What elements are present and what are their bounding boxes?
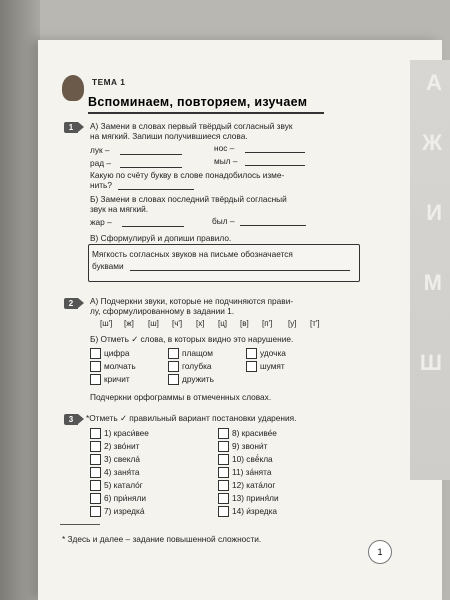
ex1-word: был – xyxy=(212,216,235,226)
word-option: кричит xyxy=(104,374,130,384)
stress-option: 9) звони́т xyxy=(232,441,268,451)
ex1-word: рад – xyxy=(90,158,111,168)
ex2-task-a-line2: лу, сформулированному в задании 1. xyxy=(90,306,235,316)
stress-option: 13) приня́ли xyxy=(232,493,279,503)
stress-option: 12) ката́лог xyxy=(232,480,276,490)
ex1-task-a-line1: А) Замени в словах первый твёрдый согласный звук xyxy=(90,121,293,131)
checkbox[interactable] xyxy=(90,480,101,491)
rule-text-line2: буквами xyxy=(92,261,124,271)
stress-option: 5) катало́г xyxy=(104,480,143,490)
stress-option: 3) свекла́ xyxy=(104,454,140,464)
stress-option: 1) краси́вее xyxy=(104,428,149,438)
ex1-word: жар – xyxy=(90,217,112,227)
checkbox[interactable] xyxy=(218,454,229,465)
checkbox[interactable] xyxy=(168,361,179,372)
checkbox[interactable] xyxy=(90,361,101,372)
ex1-task-b-line2: звук на мягкий. xyxy=(90,204,149,214)
checkbox[interactable] xyxy=(218,428,229,439)
sound-item[interactable]: [ш'] xyxy=(100,319,113,328)
sound-item[interactable]: [х] xyxy=(196,319,205,328)
photo-left-edge xyxy=(0,0,40,600)
ex1-task-b-line1: Б) Замени в словах последний твёрдый согласный xyxy=(90,194,287,204)
word-option: голубка xyxy=(182,361,212,371)
answer-line[interactable] xyxy=(122,226,184,227)
exercise-number: 3 xyxy=(64,414,78,425)
stress-option: 7) изредка́ xyxy=(104,506,145,516)
page-title: Вспоминаем, повторяем, изучаем xyxy=(88,95,308,109)
sound-item[interactable]: [у] xyxy=(288,319,297,328)
topic-label: ТЕМА 1 xyxy=(92,77,126,87)
word-option: шумят xyxy=(260,361,285,371)
sound-item[interactable]: [ж] xyxy=(124,319,134,328)
ex1-task-c: В) Сформулируй и допиши правило. xyxy=(90,233,232,243)
footnote: * Здесь и далее – задание повышенной сложности. xyxy=(62,534,262,544)
page-number: 1 xyxy=(368,540,392,564)
ex1-word: нос – xyxy=(214,143,235,153)
checkbox[interactable] xyxy=(218,467,229,478)
answer-line[interactable] xyxy=(130,270,350,271)
ex1-task-a-line2: на мягкий. Запиши получившиеся слова. xyxy=(90,131,248,141)
stress-option: 6) при́няли xyxy=(104,493,146,503)
sound-item[interactable]: [в] xyxy=(240,319,249,328)
ex1-word: лук – xyxy=(90,145,110,155)
checkbox[interactable] xyxy=(246,361,257,372)
checkbox[interactable] xyxy=(90,374,101,385)
stress-option: 2) зво́нит xyxy=(104,441,140,451)
sound-item[interactable]: [п'] xyxy=(262,319,273,328)
sound-item[interactable]: [ш] xyxy=(148,319,159,328)
stress-option: 8) красиве́е xyxy=(232,428,277,438)
checkbox[interactable] xyxy=(218,493,229,504)
checkbox[interactable] xyxy=(218,506,229,517)
ex3-task: *Отметь ✓ правильный вариант постановки ударения. xyxy=(86,413,297,423)
checkbox[interactable] xyxy=(90,428,101,439)
ex1-question-line2: нить? xyxy=(90,180,112,190)
page-title-bar xyxy=(88,92,324,114)
stress-option: 11) за́нята xyxy=(232,467,272,477)
answer-line[interactable] xyxy=(240,225,306,226)
sound-item[interactable]: [ч'] xyxy=(172,319,183,328)
checkbox[interactable] xyxy=(90,493,101,504)
ex1-word: мыл – xyxy=(214,156,238,166)
checkbox[interactable] xyxy=(246,348,257,359)
checkbox[interactable] xyxy=(218,441,229,452)
answer-line[interactable] xyxy=(118,189,194,190)
word-option: дружить xyxy=(182,374,214,384)
checkbox[interactable] xyxy=(90,454,101,465)
checkbox[interactable] xyxy=(90,467,101,478)
exercise-number: 1 xyxy=(64,122,78,133)
sound-item[interactable]: [ц] xyxy=(218,319,228,328)
stress-option: 4) заня́та xyxy=(104,467,140,477)
ex2-task-a-line1: А) Подчеркни звуки, которые не подчиняются прави- xyxy=(90,296,294,306)
ex2-note: Подчеркни орфограммы в отмеченных словах. xyxy=(90,392,272,402)
word-option: плащом xyxy=(182,348,213,358)
word-option: цифра xyxy=(104,348,130,358)
checkbox[interactable] xyxy=(90,441,101,452)
checkbox[interactable] xyxy=(168,374,179,385)
exercise-number: 2 xyxy=(64,298,78,309)
sound-item[interactable]: [т'] xyxy=(310,319,320,328)
answer-line[interactable] xyxy=(120,154,182,155)
checkbox[interactable] xyxy=(168,348,179,359)
decorative-letters-band: А Ж И М Ш xyxy=(410,60,450,480)
footnote-divider xyxy=(60,524,100,525)
hedgehog-icon xyxy=(62,75,84,101)
stress-option: 14) и́зредка xyxy=(232,506,278,516)
answer-line[interactable] xyxy=(245,152,305,153)
checkbox[interactable] xyxy=(218,480,229,491)
ex2-task-b: Б) Отметь ✓ слова, в которых видно это нарушение. xyxy=(90,334,294,344)
ex1-question-line1: Какую по счёту букву в слове понадобилось изме- xyxy=(90,170,285,180)
checkbox[interactable] xyxy=(90,348,101,359)
checkbox[interactable] xyxy=(90,506,101,517)
word-option: молчать xyxy=(104,361,136,371)
answer-line[interactable] xyxy=(245,165,305,166)
word-option: удочка xyxy=(260,348,286,358)
rule-text-line1: Мягкость согласных звуков на письме обозначается xyxy=(92,249,293,259)
answer-line[interactable] xyxy=(120,167,182,168)
stress-option: 10) свё́кла xyxy=(232,454,273,464)
